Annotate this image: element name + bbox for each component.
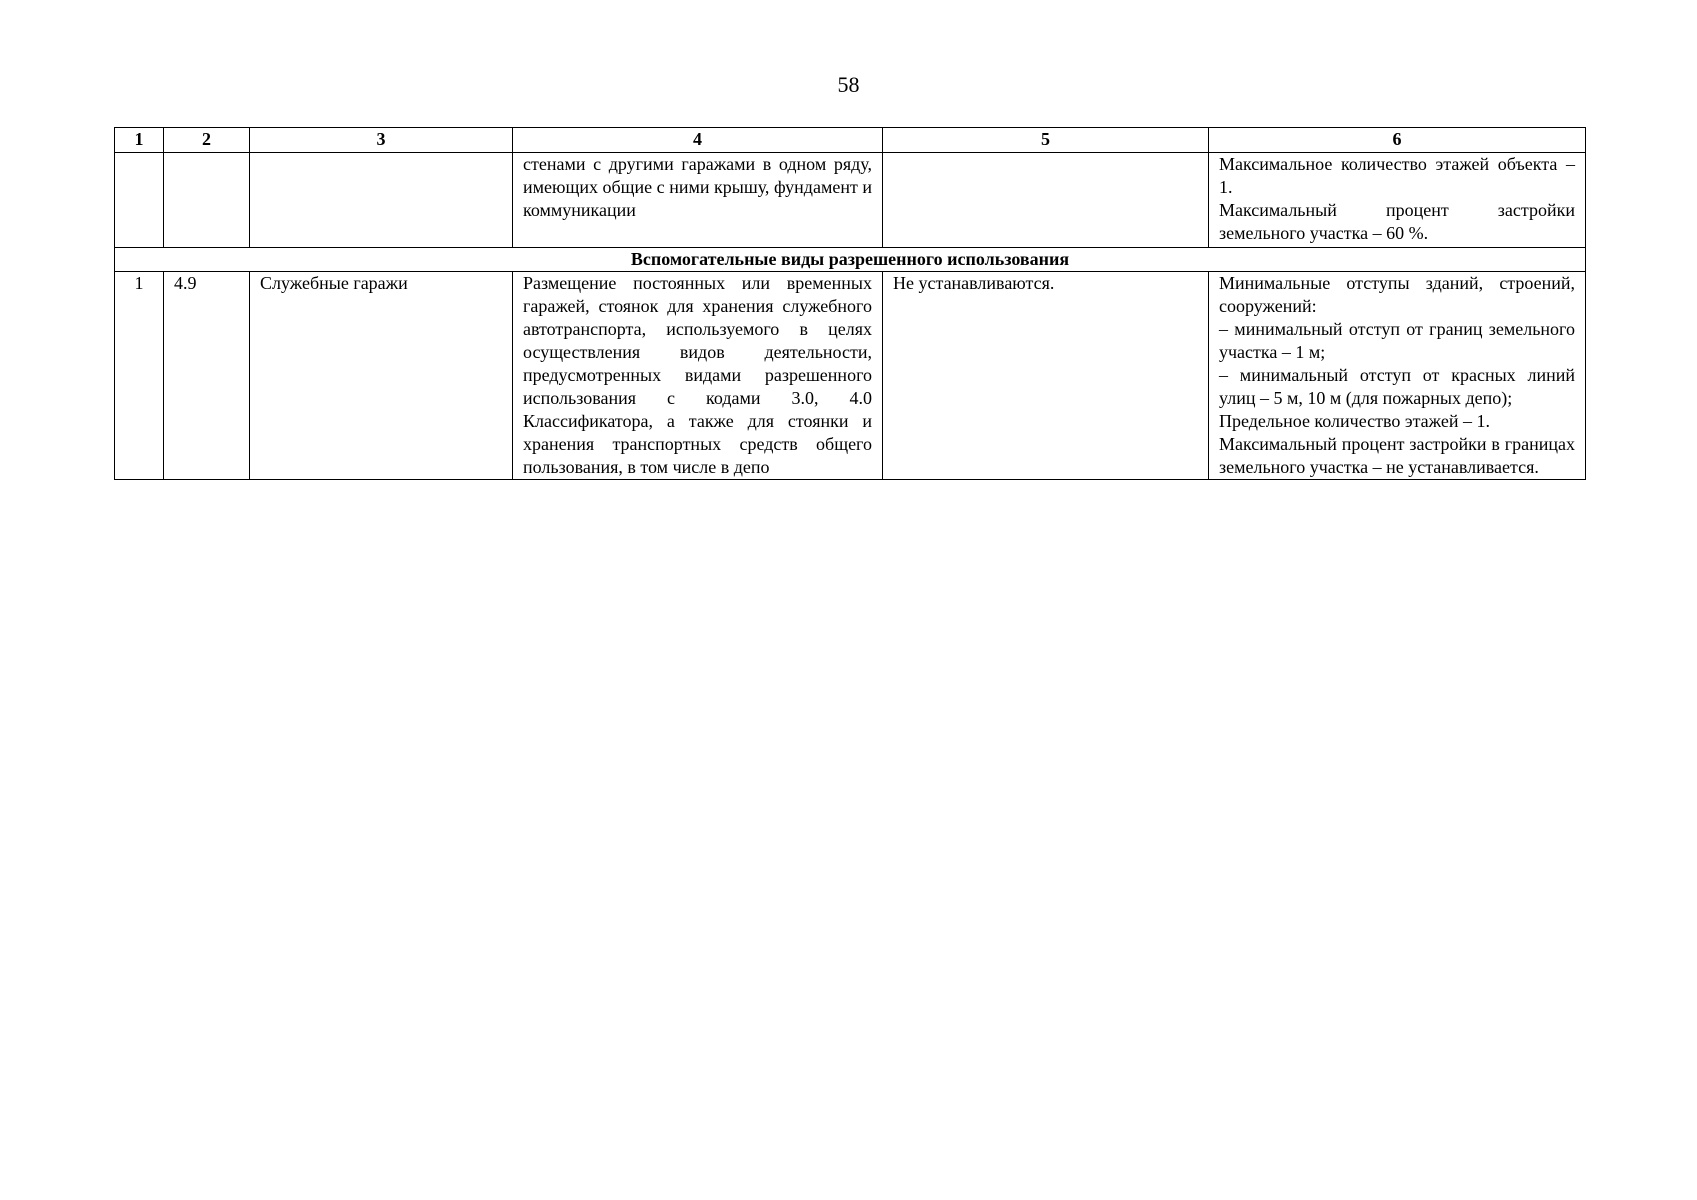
row-param-line: Предельное количество этажей – 1. bbox=[1219, 411, 1490, 431]
header-col-3: 3 bbox=[250, 128, 513, 153]
row-param-line: – минимальный отступ от границ земельного участка – 1 м; bbox=[1219, 319, 1575, 362]
header-col-5: 5 bbox=[883, 128, 1209, 153]
cont-cell-3 bbox=[250, 153, 513, 248]
cont-cell-1 bbox=[115, 153, 164, 248]
section-row bbox=[115, 248, 1586, 272]
row-param-line: Максимальный процент застройки в границах земельного участка – не устанавливается. bbox=[1219, 434, 1575, 477]
cont-cell-5 bbox=[883, 153, 1209, 248]
cont-cell-description: стенами с другими гаражами в одном ряду, имеющих общие с ними крышу, фундамент и коммуникации bbox=[513, 153, 883, 248]
row-name: Служебные гаражи bbox=[250, 272, 513, 480]
header-col-1: 1 bbox=[115, 128, 164, 153]
continuation-row bbox=[115, 153, 1586, 248]
row-col5: Не устанавливаются. bbox=[883, 272, 1209, 480]
row-param-line: Минимальные отступы зданий, строений, сооружений: bbox=[1219, 273, 1575, 316]
row-number: 1 bbox=[115, 272, 164, 480]
table-row bbox=[115, 272, 1586, 480]
cont-cell-parameters bbox=[1209, 153, 1586, 248]
row-parameters bbox=[1209, 272, 1586, 480]
cont-cell-2 bbox=[164, 153, 250, 248]
header-row bbox=[115, 128, 1586, 153]
section-title: Вспомогательные виды разрешенного использования bbox=[115, 248, 1586, 272]
cont-param-line: Максимальный процент застройки земельного участка – 60 %. bbox=[1219, 200, 1575, 243]
header-col-2: 2 bbox=[164, 128, 250, 153]
zoning-table bbox=[114, 127, 1586, 480]
header-col-6: 6 bbox=[1209, 128, 1586, 153]
cont-param-line: Максимальное количество этажей объекта – 1. bbox=[1219, 154, 1575, 197]
row-code: 4.9 bbox=[164, 272, 250, 480]
page-number: 58 bbox=[837, 72, 860, 97]
header-col-4: 4 bbox=[513, 128, 883, 153]
row-description: Размещение постоянных или временных гаражей, стоянок для хранения служебного автотранспорта, используемого в целях осуществления видов деятельности, предусмотренных видами разрешенного использования с кодами 3.0, 4.0 Классификатора, а также для стоянки и хранения транспортных средств общего пользования, в том числе в депо bbox=[513, 272, 883, 480]
row-param-line: – минимальный отступ от красных линий улиц – 5 м, 10 м (для пожарных депо); bbox=[1219, 365, 1575, 408]
